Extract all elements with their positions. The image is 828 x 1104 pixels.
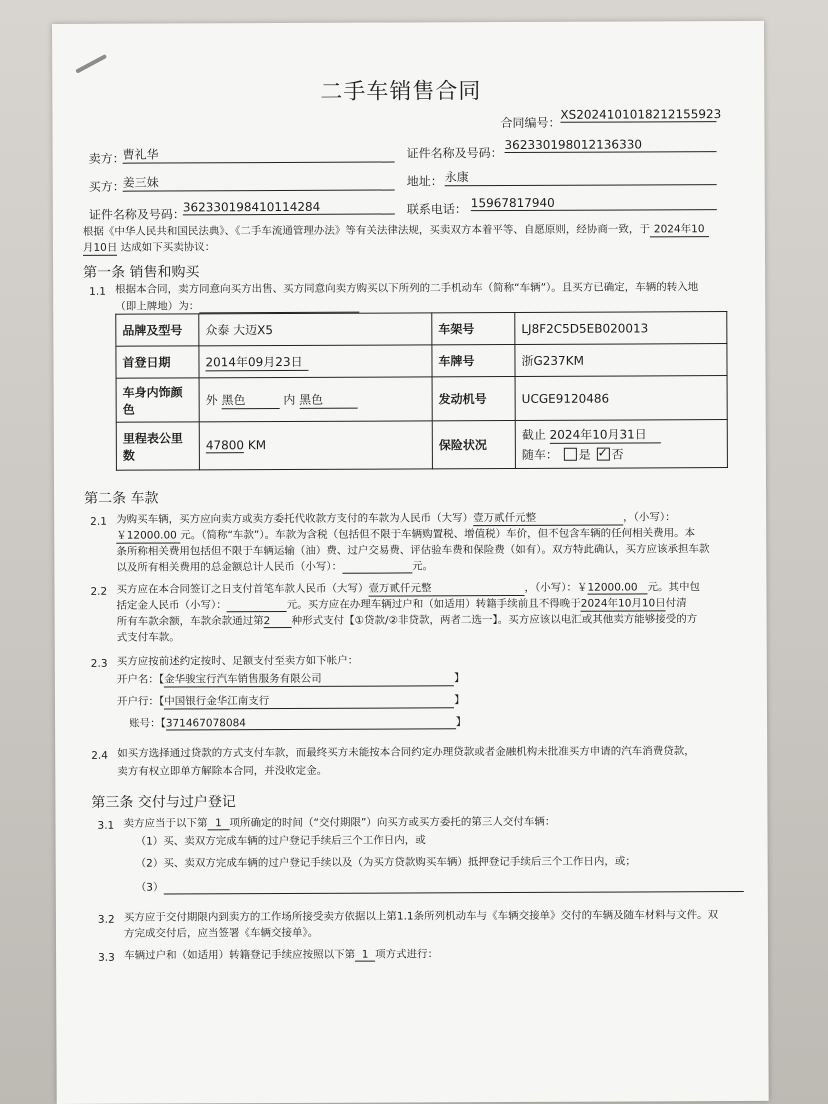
interior-color: 黑色 xyxy=(299,390,357,408)
p22-line2: 括定金人民币（小写）： 元。买方应在办理车辆过户和（如适用）转籍手续前且不得晚于2024年10月10日付清 xyxy=(116,597,687,612)
reg-date-value: 2014年09月23日 xyxy=(199,345,432,378)
account-name: 金华骏宝行汽车销售服务有限公司 xyxy=(164,670,454,687)
p21-line4: 以及所有相关费用的总金额总计人民币（小写）： 元。 xyxy=(116,560,434,574)
p32-num: 3.2 xyxy=(97,913,115,926)
p22-amount-figures: 12000.00 xyxy=(587,581,647,594)
article-2-heading: 第二条 车款 xyxy=(84,490,159,507)
p21-amount-words: 壹万贰仟元整 xyxy=(473,510,623,527)
buyer-name: 姜三妹 xyxy=(123,173,395,192)
p21-line3: 条所称相关费用包括但不限于车辆运输（油）费、过户交易费、评估验车费和保险费（如有）。双方特此确认，买方应该承担车款 xyxy=(116,543,710,558)
p21-num: 2.1 xyxy=(90,515,107,528)
buyer-phone: 15967817940 xyxy=(471,195,717,211)
buyer-id-label: 证件名称及号码： xyxy=(88,207,185,222)
article-3-heading: 第三条 交付与过户登记 xyxy=(91,794,236,811)
contract-no-label: 合同编号： xyxy=(500,115,561,131)
p23-line1: 买方应按前述约定按时、足额支付至卖方如下帐户： xyxy=(116,654,359,668)
p21-total xyxy=(342,560,412,573)
mileage-label: 里程表公里数 xyxy=(116,422,199,470)
vin-value: LJ8F2C5D5EB020013 xyxy=(515,312,727,345)
brand-label: 品牌及型号 xyxy=(116,314,199,346)
buyer-label: 买方： xyxy=(88,179,125,194)
p24-line2: 卖方有权立即单方解除本合同，并没收定金。 xyxy=(117,764,328,778)
contract-page xyxy=(52,21,769,1104)
art1-destination xyxy=(199,300,359,314)
seller-label: 卖方： xyxy=(88,151,125,166)
p24-line1: 如买方选择通过贷款的方式支付车款，而最终买方未能按本合同约定办理贷款或者金融机构未批准买方申请的汽车消费贷款， xyxy=(117,745,695,760)
art1-text1: 根据本合同，卖方同意向买方出售、买方同意向卖方购买以下所列的二手机动车（简称“车辆”）。且买方已确定，车辆的转入地 xyxy=(115,281,699,296)
plate-value: 浙G237KM xyxy=(515,344,727,377)
p22-deadline: 2024年10月10日 xyxy=(580,597,666,610)
p21-line2: ￥12000.00 元。（简称“车款”）。车款为含税（包括但不限于车辆购置税、增值税）车价，但不包含车辆的任何相关费用。本 xyxy=(116,527,696,542)
p33-line1: 车辆过户和（如适用）转籍登记手续应按照以下第 1 项方式进行： xyxy=(124,948,439,962)
p33-option: 1 xyxy=(355,949,375,962)
art1-num: 1.1 xyxy=(89,285,106,298)
p22-deposit xyxy=(227,599,287,612)
exterior-color: 黑色 xyxy=(221,391,279,409)
p22-line4: 式支付车款。 xyxy=(116,631,180,644)
account-no-row: 账号：【371467078084 】 xyxy=(129,716,467,730)
account-bank: 中国银行金华江南支行 xyxy=(164,692,454,709)
seller-id: 362330198012136330 xyxy=(505,137,717,153)
page-title: 二手车销售合同 xyxy=(320,79,482,105)
p32-line1: 买方应于交付期限内到卖方的工作场所接受卖方依据以上第1.1条所列机动车与《车辆交接单》交付的车辆及随车材料与文件。双 xyxy=(123,909,719,924)
p22-line1: 买方应在本合同签订之日支付首笔车款人民币（大写）壹万贰仟元整 ，（小写）：￥12000.00 元。其中包 xyxy=(116,581,700,596)
p21-amount-figures: ￥12000.00 xyxy=(116,527,180,543)
preamble-line1: 根据《中华人民共和国民法典》、《二手车流通管理办法》等有关法律法规，买卖双方本着平等、自愿原则，经协商一致，于 2024年10 xyxy=(83,221,709,240)
buyer-addr: 永康 xyxy=(445,167,717,186)
p31-option-3: （3） xyxy=(136,877,744,895)
p22-payment-option: 2 xyxy=(264,615,292,628)
seller-name: 曹礼华 xyxy=(123,145,395,164)
insurance-yes-checkbox[interactable] xyxy=(564,448,577,461)
p31-option-3-blank xyxy=(163,879,743,895)
color-value: 外 黑色 内 黑色 xyxy=(199,377,432,422)
p31-option-1: （1）买、卖双方完成车辆的过户登记手续后三个工作日内，或 xyxy=(135,834,426,848)
art1-text2: （即上牌地）为： xyxy=(115,298,359,314)
contract-no-value: XS20241010182121559​23 xyxy=(560,107,722,122)
p32-line2: 方完成交付后，应当签署《车辆交接单》。 xyxy=(123,926,319,940)
p33-num: 3.3 xyxy=(98,951,115,964)
preamble-date-b: 月10日 xyxy=(82,241,118,254)
p22-amount-words: 壹万贰仟元整 xyxy=(368,580,524,597)
p31-option: 1 xyxy=(207,817,229,830)
buyer-id: 362330198410114284 xyxy=(183,200,395,216)
buyer-addr-label: 地址： xyxy=(406,174,443,189)
plate-label: 车牌号 xyxy=(432,344,515,376)
insurance-until: 2024年10月31日 xyxy=(550,425,661,443)
account-number: 371467078084 xyxy=(166,716,456,730)
engine-value: UCGE9120486 xyxy=(515,376,727,421)
buyer-phone-label: 联系电话： xyxy=(406,202,467,217)
engine-label: 发动机号 xyxy=(432,376,515,420)
p22-num: 2.2 xyxy=(90,585,108,598)
brand-value: 众泰 大迈X5 xyxy=(199,313,432,346)
p21-line1: 为购买车辆，买方应向卖方或卖方委托代收款方支付的车款为人民币（大写）壹万贰仟元整 ，（小写）： xyxy=(116,511,676,526)
p23-num: 2.3 xyxy=(90,657,108,670)
color-label: 车身内饰颜色 xyxy=(116,378,199,422)
account-bank-row: 开户行：【中国银行金华江南支行 】 xyxy=(116,694,465,708)
insurance-value: 截止 2024年10月31日 随车： 是 ✓ 否 xyxy=(515,420,727,469)
reg-date-label: 首登日期 xyxy=(116,346,199,378)
preamble-line2: 月10日 达成如下买卖协议： xyxy=(82,241,216,254)
vin-label: 车架号 xyxy=(432,312,515,344)
insurance-label: 保险状况 xyxy=(432,420,515,468)
seller-id-label: 证件名称及号码： xyxy=(406,146,503,161)
p31-line1: 卖方应当于以下第 1 项所确定的时间（“交付期限”）向买方或买方委托的第三人交付车辆： xyxy=(123,815,556,830)
vehicle-table xyxy=(115,311,728,471)
p22-line3: 所有车款余额，车款余款通过第2 种形式支付【①贷款/②非贷款，两者二选一】。买方应该以电汇或其他卖方能够接受的方 xyxy=(116,613,698,628)
p24-num: 2.4 xyxy=(91,749,108,762)
p31-option-2: （2）买、卖双方完成车辆的过户登记手续以及（为买方贷款购买车辆）抵押登记手续后三个工作日内，或； xyxy=(135,855,636,870)
staple-mark xyxy=(75,54,107,74)
mileage-value: 47800 KM xyxy=(199,421,432,470)
preamble-date-a: 2024年10 xyxy=(650,221,709,237)
insurance-no-checkbox[interactable] xyxy=(597,448,610,461)
p31-num: 3.1 xyxy=(97,819,115,832)
article-1-heading: 第一条 销售和购买 xyxy=(83,264,200,281)
account-name-row: 开户名：【金华骏宝行汽车销售服务有限公司 】 xyxy=(116,672,465,686)
